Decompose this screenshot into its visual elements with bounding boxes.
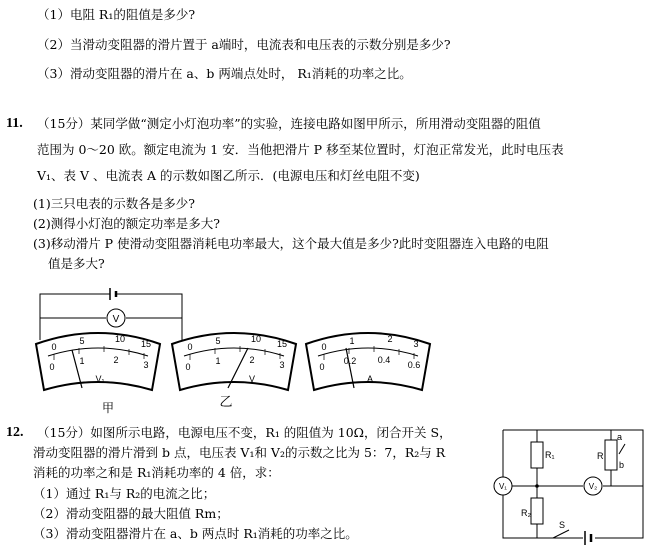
q12-line-1: （15分）如图所示电路，电源电压不变，R₁ 的阻值为 10Ω，闭合开关 S， [37,425,452,440]
meter1-bottom-2: 2 [113,355,119,365]
q12-sub-3: （3）滑动变阻器滑片在 a、b 两点时 R₁消耗的功率之比。 [33,526,358,541]
meter2-bottom-1: 1 [215,356,221,366]
meter2-top-1: 5 [215,336,221,346]
q12-sub-2: （2）滑动变阻器的最大阻值 Rm； [33,506,229,521]
figure-label-jia: 甲 [101,401,115,414]
meter3-bottom-2: 0.4 [377,355,391,365]
q10-item-1: （1）电阻 R₁的阻值是多少? [37,7,196,22]
meter3-bottom-3: 0.6 [407,360,421,370]
q11-figure [28,282,448,414]
q11-sub-2: (2)测得小灯泡的额定功率是多大? [33,216,220,231]
q11-line-3: V₁、表 V 、电流表 A 的示数如图乙所示．(电源电压和灯丝电阻不变) [37,168,420,183]
q12-number: 12. [6,425,24,440]
meter2-bottom-0: 0 [185,362,191,372]
circuit-v1: V₁ [498,482,508,491]
meter-v1 [36,333,160,390]
q10-item-3: （3）滑动变阻器的滑片在 a、b 两端点处时， R₁消耗的功率之比。 [37,66,412,81]
meter3-bottom-0: 0 [319,362,325,372]
circuit-r2: R₂ [521,508,531,518]
meter-a [306,333,430,390]
q11-line-2: 范围为 0～20 欧。额定电流为 1 安．当他把滑片 P 移至某位置时，灯泡正常发光，此时电压表 [37,142,564,157]
meter2-name: V [248,374,256,384]
meter3-top-0: 0 [321,342,327,352]
circuit-s: S [559,520,566,530]
figure-jia-circuit [40,288,182,340]
q12-line-3: 消耗的功率之和是 R₁消耗功率的 4 倍，求： [33,465,280,480]
meter2-top-2: 10 [250,334,262,344]
meter1-top-1: 5 [79,336,85,346]
circuit-r1: R₁ [545,450,555,460]
meter1-top-3: 15 [140,339,152,349]
q11-line-1: （15分）某同学做“测定小灯泡功率”的实验，连接电路如图甲所示，所用滑动变阻器的阻值 [37,116,541,131]
meter1-bottom-3: 3 [143,360,149,370]
circuit-b: b [619,460,625,470]
q12-sub-1: （1）通过 R₁与 R₂的电流之比； [33,486,216,501]
meter1-name: V₁ [95,374,105,384]
meter3-name: A [366,374,374,384]
q12-circuit [493,420,653,545]
meter-v [172,333,296,390]
meter2-top-3: 15 [276,339,288,349]
circuit-r: R [597,451,604,461]
meter3-top-3: 3 [413,339,419,349]
q12-line-2: 滑动变阻器的滑片滑到 b 点，电压表 V₁和 V₂的示数之比为 5：7，R₂与 R [33,445,446,460]
circuit-a: a [617,432,623,442]
meter1-bottom-1: 1 [79,356,85,366]
q11-sub-3-cont: 值是多大? [48,256,105,271]
q10-item-2: （2）当滑动变阻器的滑片置于 a端时，电流表和电压表的示数分别是多少? [37,37,451,52]
q11-sub-1: (1)三只电表的示数各是多少? [33,196,195,211]
figure-label-yi: 乙 [219,395,233,410]
voltmeter-symbol: V [112,314,120,325]
meter1-top-2: 10 [114,334,126,344]
meter3-top-2: 2 [387,334,393,344]
meter1-bottom-0: 0 [49,362,55,372]
meter3-top-1: 1 [349,336,355,346]
meter2-bottom-3: 3 [279,360,285,370]
q11-number: 11. [6,116,23,131]
meter1-top-0: 0 [51,342,57,352]
q11-sub-3: (3)移动滑片 P 使滑动变阻器消耗电功率最大，这个最大值是多少?此时变阻器连入电路的电阻 [33,236,549,251]
meter3-bottom-1: 0.2 [343,356,357,366]
meter2-bottom-2: 2 [249,355,255,365]
meter2-top-0: 0 [187,342,193,352]
circuit-v2: V₂ [588,482,598,491]
